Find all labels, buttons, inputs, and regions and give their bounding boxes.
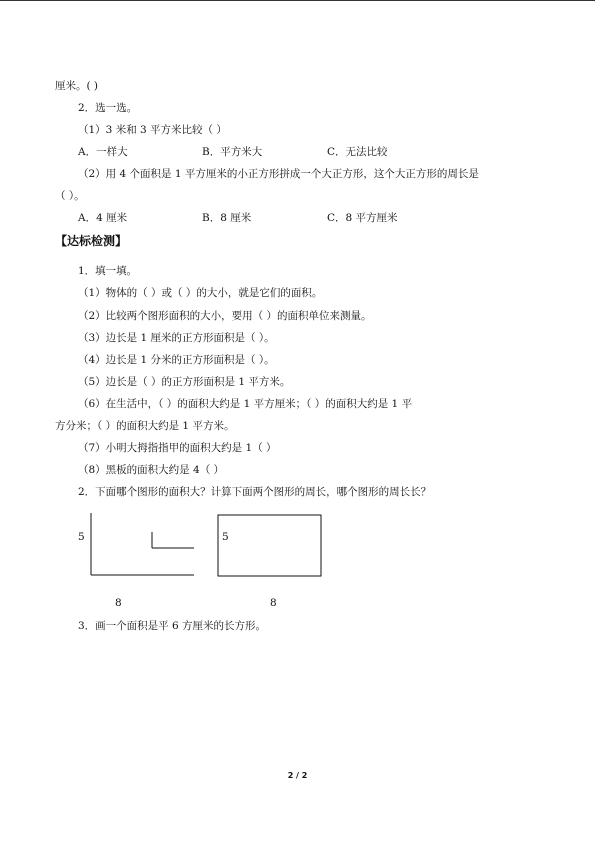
right-rectangle — [218, 515, 321, 576]
option-a: A．4 厘米 — [78, 212, 128, 224]
question-1-title: 1．填一填。 — [78, 265, 138, 277]
question-2-title: 2．选一选。 — [78, 102, 138, 114]
question-1-6: （6）在生活中，（ ）的面积大约是 1 平方厘米；（ ）的面积大约是 1 平 — [78, 398, 413, 410]
question-1-3: （3）边长是 1 厘米的正方形面积是（ ）。 — [78, 332, 275, 344]
question-1-2: （2）比较两个图形面积的大小，要用（ ）的面积单位来测量。 — [78, 310, 372, 322]
question-1-8: （8）黑板的面积大约是 4（ ） — [78, 464, 225, 476]
question-3: 3．画一个面积是平 6 方厘米的长方形。 — [78, 620, 267, 632]
left-figure — [91, 513, 194, 575]
page-number: 2 / 2 — [287, 771, 308, 780]
question-2-2: （2）用 4 个面积是 1 平方厘米的小正方形拼成一个大正方形，这个大正方形的周长是 — [78, 168, 479, 180]
option-b: B．平方米大 — [202, 146, 263, 158]
question-1-7: （7）小明大拇指指甲的面积大约是 1（ ） — [78, 442, 277, 454]
question-1-5: （5）边长是（ ）的正方形面积是 1 平方米。 — [78, 376, 291, 388]
left-figure-height-label: 5 — [78, 531, 85, 543]
question-2-prompt: 2．下面哪个图形的面积大？计算下面两个图形的周长，哪个图形的周长长？ — [78, 486, 432, 498]
question-1-6-cont: 方分米；（ ）的面积大约是 1 平方米。 — [55, 420, 235, 432]
header-rule — [0, 0, 595, 1]
option-a: A．一样大 — [78, 146, 128, 158]
question-2-1: （1）3 米和 3 平方米比较（ ） — [78, 124, 227, 136]
option-b: B．8 厘米 — [202, 212, 252, 224]
option-c: C．无法比较 — [327, 146, 388, 158]
figures — [0, 505, 595, 585]
question-1-1: （1）物体的（ ）或（ ）的大小，就是它们的面积。 — [78, 287, 323, 299]
question-2-2-blank: （ ）。 — [55, 190, 85, 202]
left-figure-width-label: 8 — [115, 597, 122, 609]
right-figure-height-label: 5 — [222, 531, 229, 543]
right-figure-width-label: 8 — [270, 597, 277, 609]
question-1-4: （4）边长是 1 分米的正方形面积是（ ）。 — [78, 354, 275, 366]
option-c: C．8 平方厘米 — [327, 212, 398, 224]
line-continuation: 厘米。( ) — [55, 80, 99, 92]
section-heading: 【达标检测】 — [55, 234, 128, 248]
